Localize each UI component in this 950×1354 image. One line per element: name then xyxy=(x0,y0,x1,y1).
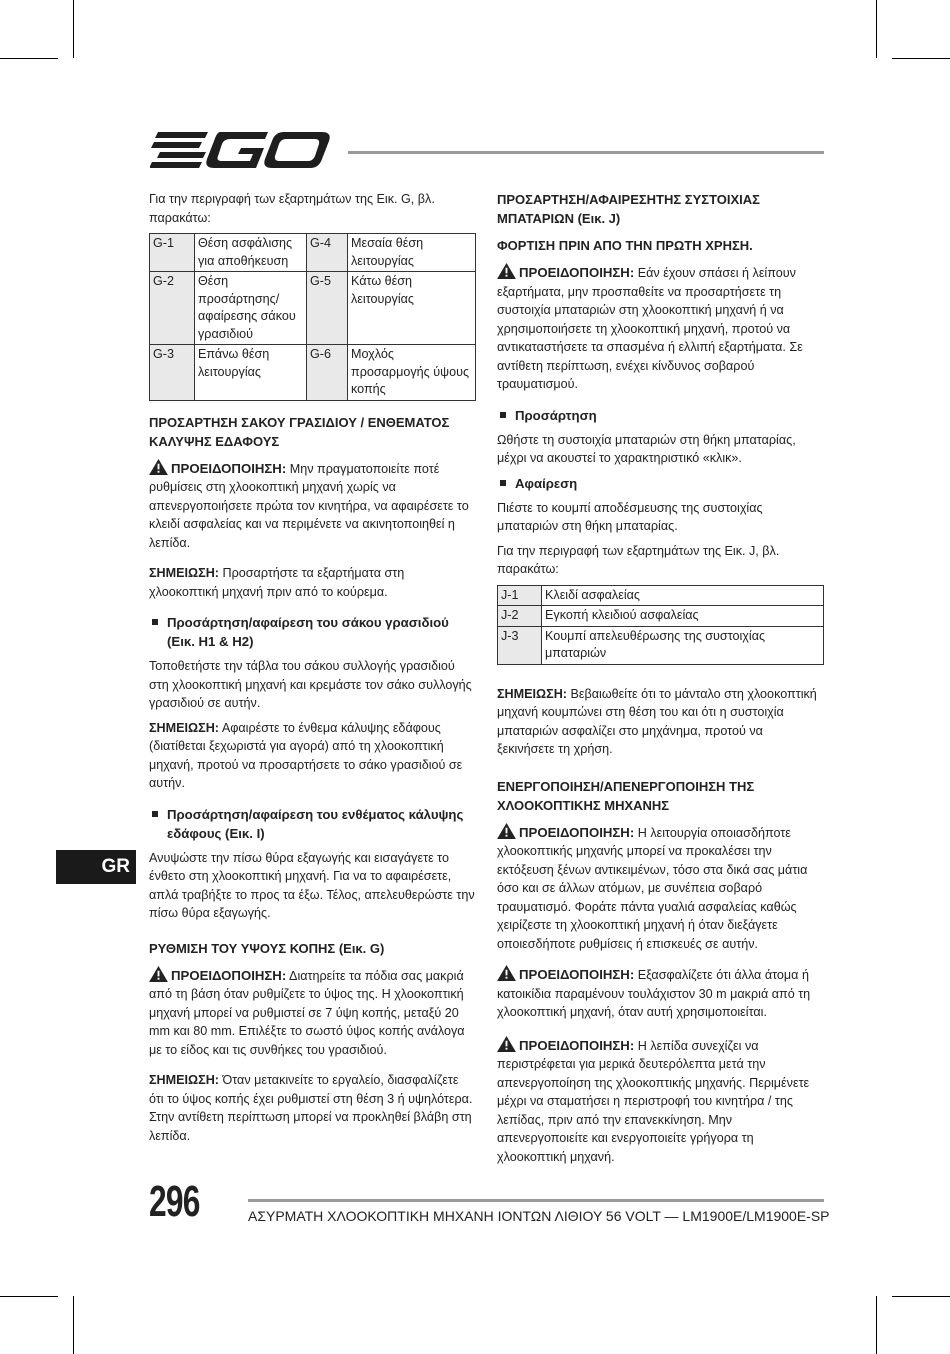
bullet-heading xyxy=(149,613,476,651)
crop-mark xyxy=(892,58,950,59)
part-code: G-6 xyxy=(307,345,348,401)
bullet-heading xyxy=(149,805,476,843)
left-column xyxy=(149,190,476,1151)
right-column xyxy=(497,190,824,1172)
warning-label: ΠΡΟΕΙΔΟΠΟΙΗΣΗ: xyxy=(519,265,635,280)
part-code: G-3 xyxy=(150,345,195,401)
section-title: ΡΥΘΜΙΣΗ ΤΟΥ ΥΨΟΥΣ ΚΟΠΗΣ (Εικ. G) xyxy=(149,940,385,956)
bullet-title: Προσάρτηση xyxy=(515,407,597,423)
crop-mark xyxy=(876,1296,877,1354)
warning xyxy=(149,459,476,553)
warning-text: Εάν έχουν σπάσει ή λείπουν εξαρτήματα, μην προσπαθείτε να προσαρτήσετε τη συστοιχία μπαταριών στη χλοοκοπτική μηχανή ή να χρησιμοποιήσετε τη χλοοκοπτική μηχανή, προτού να αντικαταστήσετε τα σπασμένα ή ελλιπή εξαρτήματα. Σε αντίθετη περίπτωση, ενέχει κίνδυνος σοβαρού τραυματισμού. xyxy=(497,266,803,391)
part-desc: Μεσαία θέση λειτουργίας xyxy=(348,234,476,272)
crop-mark xyxy=(892,1296,950,1297)
note xyxy=(149,719,476,793)
part-code: G-5 xyxy=(307,272,348,345)
part-code: G-1 xyxy=(150,234,195,272)
table-row xyxy=(150,345,476,401)
bullet-title: Προσάρτηση/αφαίρεση του ενθέματος κάλυψης εδάφους (Εικ. I) xyxy=(167,806,464,841)
part-code: G-4 xyxy=(307,234,348,272)
warning-text: Η λεπίδα συνεχίζει να περιστρέφεται για μερικά δευτερόλεπτα μετά την απενεργοποίηση της χλοοκοπτικής μηχανής. Περιμένετε μέχρι να σταματήσει η περιστροφή του κινητήρα / της λεπίδας, πριν από την επανεκκίνηση. Μην απενεργοποιείτε και ενεργοποιείτε γρήγορα τη χλοοκοπτική μηχανή. xyxy=(497,1038,810,1164)
table-row xyxy=(150,234,476,272)
section-title: ΠΡΟΣΑΡΤΗΣΗ/ΑΦΑΙΡΕΣΗΤΗΣ ΣΥΣΤΟΙΧΙΑΣ ΜΠΑΤΑΡΙΩΝ (Εικ. J) xyxy=(497,192,760,226)
bullet-square-icon xyxy=(500,412,506,418)
warning-icon xyxy=(497,263,516,279)
warning xyxy=(497,823,824,954)
part-desc: Κλειδί ασφαλείας xyxy=(542,585,824,606)
crop-mark xyxy=(73,1296,74,1354)
paragraph: Ανυψώστε την πίσω θύρα εξαγωγής και εισαγάγετε το ένθετο στη χλοοκοπτική μηχανή. Για να το αφαιρέσετε, απλά τραβήξτε το προς τα έξω. Τέλος, απελευθερώστε την πίσω θύρα εξαγωγής. xyxy=(149,850,475,920)
note-label: ΣΗΜΕΙΩΣΗ: xyxy=(149,720,219,735)
warning-text: Εξασφαλίζετε ότι άλλα άτομα ή κατοικίδια παραμένουν τουλάχιστον 30 m μακριά από τη χλοοκοπτική μηχανή, όταν αυτή χρησιμοποιείται. xyxy=(497,968,811,1019)
warning xyxy=(497,1036,824,1167)
note xyxy=(497,685,824,759)
note-text: Αφαιρέστε το ένθεμα κάλυψης εδάφους (διατίθεται ξεχωριστά για αγορά) από τη χλοοκοπτική μηχανή, προτού να προσαρτήσετε το σάκο γρασιδιού σε αυτήν. xyxy=(149,720,463,790)
table-row xyxy=(150,272,476,345)
part-desc: Κουμπί απελευθέρωσης της συστοιχίας μπαταριών xyxy=(542,626,824,664)
paragraph: Τοποθετήστε την τάβλα του σάκου συλλογής γρασιδιού στη χλοοκοπτική μηχανή και κρεμάστε τον σάκο συλλογής γρασιδιού σε αυτήν. xyxy=(149,659,472,710)
section-title: ΠΡΟΣΑΡΤΗΣΗ ΣΑΚΟΥ ΓΡΑΣΙΔΙΟΥ / ΕΝΘΕΜΑΤΟΣ ΚΑΛΥΨΗΣ ΕΔΑΦΟΥΣ xyxy=(149,414,450,449)
part-desc: Μοχλός προσαρμογής ύψους κοπής xyxy=(348,345,476,401)
part-code: J-3 xyxy=(498,626,542,664)
bullet-square-icon xyxy=(500,480,506,486)
paragraph: Ωθήστε τη συστοιχία μπαταριών στη θήκη μπαταρίας, μέχρι να ακουστεί το χαρακτηριστικό «κλικ». xyxy=(497,432,796,465)
part-desc: Επάνω θέση λειτουργίας xyxy=(195,345,307,401)
language-tab xyxy=(56,850,136,884)
section-title: ΦΟΡΤΙΣΗ ΠΡΙΝ ΑΠΟ ΤΗΝ ΠΡΩΤΗ ΧΡΗΣΗ. xyxy=(497,238,753,253)
part-code: G-2 xyxy=(150,272,195,345)
paragraph: Πιέστε το κουμπί αποδέσμευσης της συστοιχίας μπαταριών στη θήκη μπαταρίας. xyxy=(497,500,763,533)
table-row xyxy=(498,585,824,606)
language-tab-label: GR xyxy=(101,856,130,877)
warning-label: ΠΡΟΕΙΔΟΠΟΙΗΣΗ: xyxy=(171,460,287,476)
warning-icon xyxy=(149,966,168,982)
warning xyxy=(497,263,824,394)
table-row xyxy=(498,606,824,627)
crop-mark xyxy=(73,0,74,58)
crop-mark xyxy=(876,0,877,58)
ego-logo xyxy=(150,130,330,172)
footer-title: ΑΣΥΡΜΑΤΗ ΧΛΟΟΚΟΠΤΙΚΗ ΜΗΧΑΝΗ ΙΟΝΤΩΝ ΛΙΘΙΟΥ 56 VOLT — LM1900E/LM1900E-SP xyxy=(248,1208,830,1224)
footer-rule xyxy=(248,1199,824,1202)
note-text: Προσαρτήστε τα εξαρτήματα στη χλοοκοπτική μηχανή πριν από το κούρεμα. xyxy=(149,566,405,599)
note-label: ΣΗΜΕΙΩΣΗ: xyxy=(149,566,219,580)
section-title: ΕΝΕΡΓΟΠΟΙΗΣΗ/ΑΠΕΝΕΡΓΟΠΟΙΗΣΗ ΤΗΣ ΧΛΟΟΚΟΠΤΙΚΗΣ ΜΗΧΑΝΗΣ xyxy=(497,778,755,813)
header-rule xyxy=(348,151,824,154)
warning-label: ΠΡΟΕΙΔΟΠΟΙΗΣΗ: xyxy=(519,824,635,840)
note-text: Βεβαιωθείτε ότι το μάνταλο στη χλοοκοπτική μηχανή κουμπώνει στη θέση του και ότι η συστοιχία μπαταριών ασφαλίζει στο μηχάνημα, προτού να ξεκινήσετε τη χρήση. xyxy=(497,686,817,756)
parts-intro: Για την περιγραφή των εξαρτημάτων της Εικ. J, βλ. παρακάτω: xyxy=(497,543,780,576)
note xyxy=(149,1071,476,1145)
page-number: 296 xyxy=(149,1177,200,1226)
warning-text: Μην πραγματοποιείτε ποτέ ρυθμίσεις στη χλοοκοπτική μηχανή χωρίς να απενεργοποιήσετε πρώτα τον κινητήρα, να αφαιρέσετε το κλειδί ασφαλείας και να περιμένετε να ακινητοποιηθεί η λεπίδα. xyxy=(149,461,469,550)
part-desc: Εγκοπή κλειδιού ασφαλείας xyxy=(542,606,824,627)
part-desc: Θέση προσάρτησης/ αφαίρεσης σάκου γρασιδιού xyxy=(195,272,307,345)
warning xyxy=(497,965,824,1022)
bullet-square-icon xyxy=(152,811,158,817)
parts-intro: Για την περιγραφή των εξαρτημάτων της Εικ. G, βλ. παρακάτω: xyxy=(149,192,435,225)
warning-icon xyxy=(149,459,168,475)
warning-text: Η λειτουργία οποιασδήποτε χλοοκοπτικής μηχανής μπορεί να προκαλέσει την εκτόξευση ξένων αντικειμένων, τόσο στα δικά σας μάτια όσο και σε άλλων ατόμων, με συνέπεια σοβαρό τραυματισμό. Φοράτε πάντα γυαλιά ασφαλείας καθώς χειρίζεστε τη χλοοκοπτική μηχανή ή όταν διεξάγετε οποιεσδήποτε ρυθμίσεις ή επισκευές σε αυτήν. xyxy=(497,825,808,951)
warning-icon xyxy=(497,823,516,839)
bullet-heading xyxy=(497,406,824,425)
part-desc: Θέση ασφάλισης για αποθήκευση xyxy=(195,234,307,272)
warning-icon xyxy=(497,965,516,981)
part-desc: Κάτω θέση λειτουργίας xyxy=(348,272,476,345)
note-label: ΣΗΜΕΙΩΣΗ: xyxy=(497,686,567,701)
warning-label: ΠΡΟΕΙΔΟΠΟΙΗΣΗ: xyxy=(171,967,287,983)
note xyxy=(149,564,476,601)
bullet-square-icon xyxy=(152,619,158,625)
note-label: ΣΗΜΕΙΩΣΗ: xyxy=(149,1073,219,1087)
parts-table-g xyxy=(149,233,476,401)
note-text: Όταν μετακινείτε το εργαλείο, διασφαλίζετε ότι το ύψος κοπής έχει ρυθμιστεί στη θέση 3 ή υψηλότερα. Στην αντίθετη περίπτωση μπορεί να προκληθεί βλάβη στη λεπίδα. xyxy=(149,1073,473,1143)
table-row xyxy=(498,626,824,664)
bullet-title: Αφαίρεση xyxy=(515,475,578,491)
warning xyxy=(149,966,476,1060)
warning-label: ΠΡΟΕΙΔΟΠΟΙΗΣΗ: xyxy=(519,967,635,982)
bullet-heading xyxy=(497,474,824,493)
warning-icon xyxy=(497,1036,516,1052)
crop-mark xyxy=(0,1296,58,1297)
parts-table-j xyxy=(497,585,824,665)
bullet-title: Προσάρτηση/αφαίρεση του σάκου γρασιδιού (Εικ. H1 & H2) xyxy=(167,615,449,649)
part-code: J-2 xyxy=(498,606,542,627)
warning-text: Διατηρείτε τα πόδια σας μακριά από τη βάση όταν ρυθμίζετε το ύψος της. Η χλοοκοπτική μηχανή μπορεί να ρυθμιστεί σε 7 ύψη κοπής, μεταξύ 20 mm και 80 mm. Επιλέξτε το σωστό ύψος κοπής ανάλογα με το είδος και τις συνθήκες του γρασιδιού. xyxy=(149,968,465,1057)
warning-label: ΠΡΟΕΙΔΟΠΟΙΗΣΗ: xyxy=(519,1037,635,1053)
part-code: J-1 xyxy=(498,585,542,606)
crop-mark xyxy=(0,58,58,59)
